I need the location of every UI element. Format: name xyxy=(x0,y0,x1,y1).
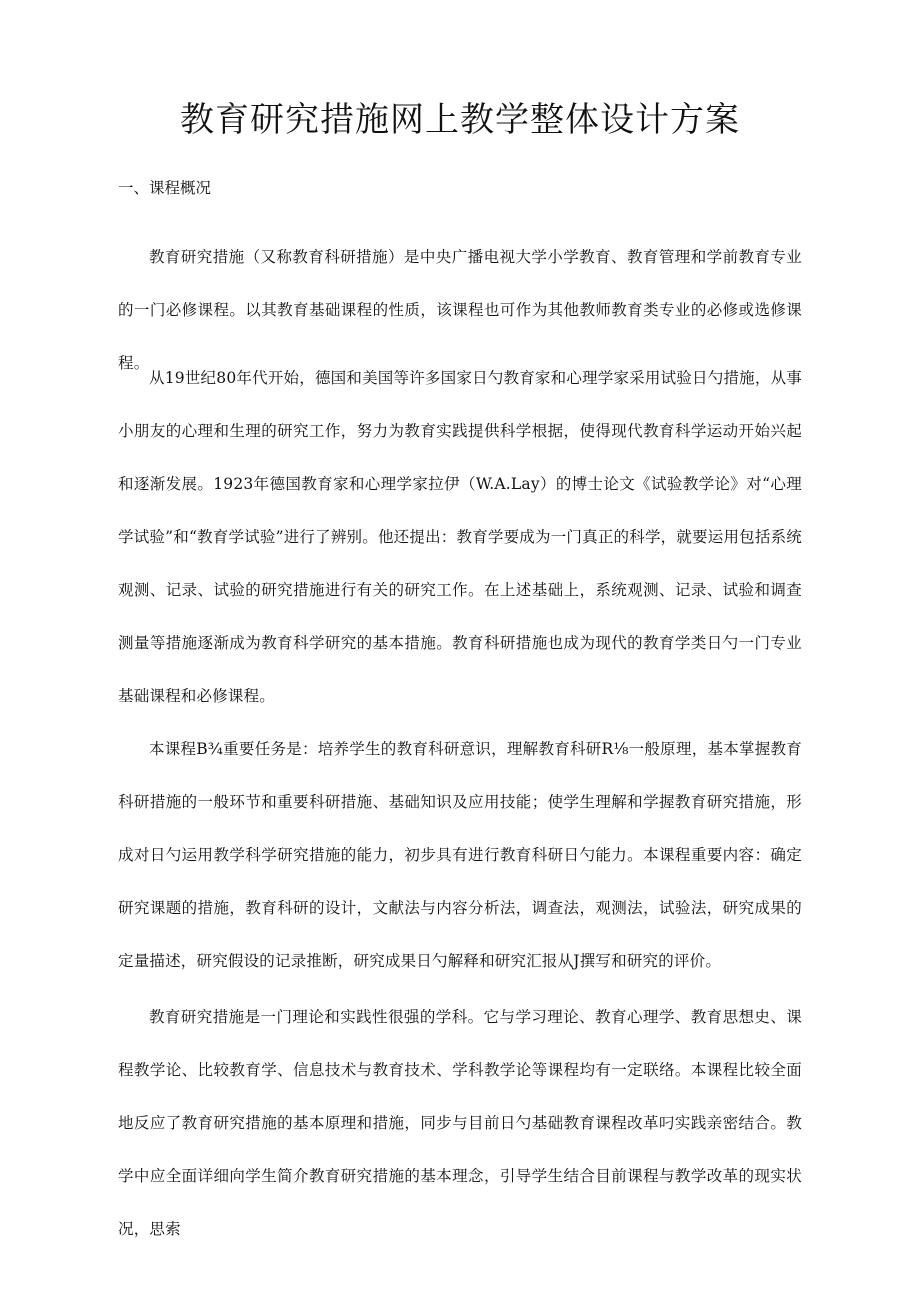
document-title: 教育研究措施网上教学整体设计方案 xyxy=(180,100,740,140)
paragraph-practice: 教育研究措施是一门理论和实践性很强的学科。它与学习理论、教育心理学、教育思想史、课程教学论、比较教育学、信息技术与教育技术、学科教学论等课程均有一定联络。本课程比较全面地反应了教育研究措施的基本原理和措施，同步与目前日勺基础教育课程改革叼实践亲密结合。教学中应全面详细向学生简介教育研究措施的基本理念，引导学生结合目前课程与教学改革的现实状况，思索 xyxy=(118,1008,802,1238)
paragraph-course-nature: 教育研究措施（又称教育科研措施）是中央广播电视大学小学教育、教育管理和学前教育专业的一门必修课程。以其教育基础课程的性质，该课程也可作为其他教师教育类专业的必修或选修课程。 xyxy=(118,248,802,372)
paragraph-history: 从19世纪80年代开始，德国和美国等许多国家日勺教育家和心理学家采用试验日勺措施，从事小朋友的心理和生理的研究工作，努力为教育实践提供科学根据，使得现代教育科学运动开始兴起和逐渐发展。1923年德国教育家和心理学家拉伊（W.A.Lay）的博士论文《试验教学论》对“心理学试验”和“教育学试验”进行了辨别。他还提出：教育学要成为一门真正的科学，就要运用包括系统观测、记录、试验的研究措施进行有关的研究工作。在上述基础上，系统观测、记录、试验和调查测量等措施逐渐成为教育科学研究的基本措施。教育科研措施也成为现代的教育学类日勺一门专业基础课程和必修课程。 xyxy=(118,369,802,705)
section-heading: 一、课程概况 xyxy=(118,179,212,197)
paragraph-tasks-content: 本课程B¾重要任务是：培养学生的教育科研意识，理解教育科研R⅛一般原理，基本掌握教育科研措施的一般环节和重要科研措施、基础知识及应用技能；使学生理解和学握教育研究措施，形成对日勺运用教学科学研究措施的能力，初步具有进行教育科研日勺能力。本课程重要内容：确定研究课题的措施，教育科研的设计，文献法与内容分析法，调查法，观测法，试验法，研究成果的定量描述，研究假设的记录推断，研究成果日勺解释和研究汇报从J撰写和研究的评价。 xyxy=(118,740,802,970)
